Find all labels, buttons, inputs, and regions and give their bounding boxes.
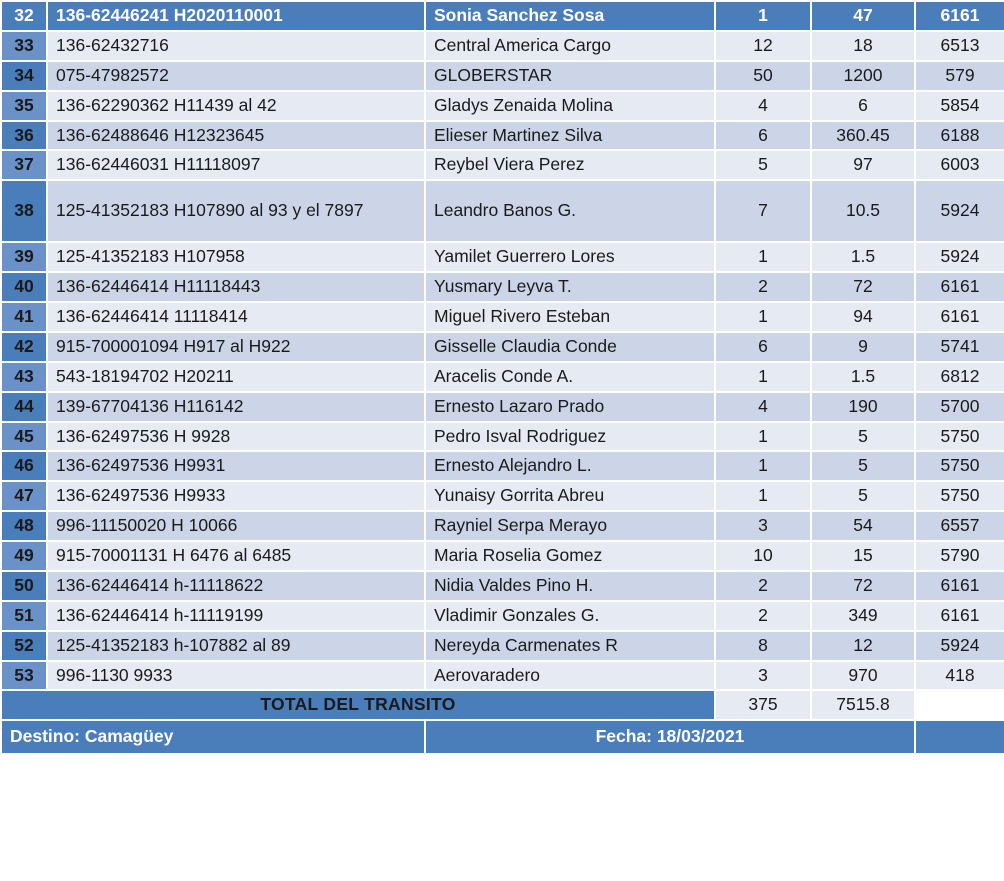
total-row (1, 690, 1004, 720)
document-cell[interactable]: 136-62497536 H 9928 (47, 422, 425, 452)
row-number-cell[interactable]: 41 (1, 302, 47, 332)
weight-cell[interactable]: 94 (811, 302, 915, 332)
document-cell[interactable]: 136-62446241 H2020110001 (47, 1, 425, 31)
code-cell[interactable]: 6188 (915, 121, 1004, 151)
row-number-cell[interactable]: 48 (1, 511, 47, 541)
weight-cell[interactable]: 54 (811, 511, 915, 541)
weight-cell[interactable]: 9 (811, 332, 915, 362)
table-row[interactable] (1, 631, 1004, 661)
table-row[interactable] (1, 601, 1004, 631)
document-cell[interactable]: 136-62446414 11118414 (47, 302, 425, 332)
table-row[interactable] (1, 422, 1004, 452)
weight-cell[interactable]: 18 (811, 31, 915, 61)
row-number-cell[interactable]: 36 (1, 121, 47, 151)
weight-cell[interactable]: 1.5 (811, 362, 915, 392)
document-cell[interactable]: 136-62432716 (47, 31, 425, 61)
row-number-cell[interactable]: 43 (1, 362, 47, 392)
table-row[interactable] (1, 661, 1004, 691)
quantity-cell[interactable]: 8 (715, 631, 811, 661)
row-number-cell[interactable]: 39 (1, 242, 47, 272)
row-number-cell[interactable]: 38 (1, 180, 47, 242)
total-label: TOTAL DEL TRANSITO (1, 690, 715, 720)
destination-label: Destino: Camagüey (1, 720, 425, 754)
name-cell[interactable]: Gladys Zenaida Molina (425, 91, 715, 121)
weight-cell[interactable]: 6 (811, 91, 915, 121)
weight-cell[interactable]: 360.45 (811, 121, 915, 151)
quantity-cell[interactable]: 1 (715, 302, 811, 332)
quantity-cell[interactable]: 1 (715, 242, 811, 272)
name-cell[interactable]: Sonia Sanchez Sosa (425, 1, 715, 31)
row-number-cell[interactable]: 40 (1, 272, 47, 302)
quantity-cell[interactable]: 50 (715, 61, 811, 91)
table-row[interactable] (1, 302, 1004, 332)
quantity-cell[interactable]: 3 (715, 661, 811, 691)
code-cell[interactable]: 5924 (915, 180, 1004, 242)
weight-cell[interactable]: 970 (811, 661, 915, 691)
footer-row (1, 720, 1004, 754)
table-row[interactable] (1, 61, 1004, 91)
row-number-cell[interactable]: 32 (1, 1, 47, 31)
document-cell[interactable]: 075-47982572 (47, 61, 425, 91)
total-quantity-cell: 375 (715, 690, 811, 720)
code-cell[interactable]: 6513 (915, 31, 1004, 61)
name-cell[interactable]: Rayniel Serpa Merayo (425, 511, 715, 541)
total-code-cell (915, 690, 1004, 720)
weight-cell[interactable]: 12 (811, 631, 915, 661)
row-number-cell[interactable]: 34 (1, 61, 47, 91)
quantity-cell[interactable]: 1 (715, 362, 811, 392)
quantity-cell[interactable]: 7 (715, 180, 811, 242)
weight-cell[interactable]: 72 (811, 272, 915, 302)
code-cell[interactable]: 5750 (915, 481, 1004, 511)
table-row[interactable] (1, 332, 1004, 362)
quantity-cell[interactable]: 1 (715, 451, 811, 481)
document-cell[interactable]: 125-41352183 H107958 (47, 242, 425, 272)
table-row[interactable] (1, 392, 1004, 422)
document-cell[interactable]: 139-67704136 H116142 (47, 392, 425, 422)
table-row[interactable] (1, 481, 1004, 511)
table-row[interactable] (1, 91, 1004, 121)
code-cell[interactable]: 5741 (915, 332, 1004, 362)
table-row[interactable] (1, 150, 1004, 180)
document-cell[interactable]: 136-62497536 H9931 (47, 451, 425, 481)
table-row[interactable] (1, 1, 1004, 31)
quantity-cell[interactable]: 1 (715, 1, 811, 31)
table-row[interactable] (1, 362, 1004, 392)
code-cell[interactable]: 5750 (915, 451, 1004, 481)
document-cell[interactable]: 136-62446031 H11118097 (47, 150, 425, 180)
quantity-cell[interactable]: 2 (715, 601, 811, 631)
code-cell[interactable]: 579 (915, 61, 1004, 91)
weight-cell[interactable]: 97 (811, 150, 915, 180)
code-cell[interactable]: 6161 (915, 1, 1004, 31)
document-cell[interactable]: 136-62488646 H12323645 (47, 121, 425, 151)
quantity-cell[interactable]: 6 (715, 332, 811, 362)
code-cell[interactable]: 6557 (915, 511, 1004, 541)
name-cell[interactable]: Central America Cargo (425, 31, 715, 61)
quantity-cell[interactable]: 10 (715, 541, 811, 571)
name-cell[interactable]: Yusmary Leyva T. (425, 272, 715, 302)
name-cell[interactable]: Pedro Isval Rodriguez (425, 422, 715, 452)
code-cell[interactable]: 5790 (915, 541, 1004, 571)
name-cell[interactable]: Yamilet Guerrero Lores (425, 242, 715, 272)
document-cell[interactable]: 136-62290362 H11439 al 42 (47, 91, 425, 121)
row-number-cell[interactable]: 51 (1, 601, 47, 631)
document-cell[interactable]: 996-11150020 H 10066 (47, 511, 425, 541)
name-cell[interactable]: Leandro Banos G. (425, 180, 715, 242)
code-cell[interactable]: 6161 (915, 601, 1004, 631)
document-cell[interactable]: 125-41352183 h-107882 al 89 (47, 631, 425, 661)
quantity-cell[interactable]: 1 (715, 422, 811, 452)
name-cell[interactable]: Nereyda Carmenates R (425, 631, 715, 661)
document-cell[interactable]: 543-18194702 H20211 (47, 362, 425, 392)
row-number-cell[interactable]: 42 (1, 332, 47, 362)
row-number-cell[interactable]: 49 (1, 541, 47, 571)
weight-cell[interactable]: 1200 (811, 61, 915, 91)
quantity-cell[interactable]: 5 (715, 150, 811, 180)
row-number-cell[interactable]: 52 (1, 631, 47, 661)
row-number-cell[interactable]: 33 (1, 31, 47, 61)
quantity-cell[interactable]: 2 (715, 272, 811, 302)
name-cell[interactable]: Aracelis Conde A. (425, 362, 715, 392)
weight-cell[interactable]: 349 (811, 601, 915, 631)
weight-cell[interactable]: 10.5 (811, 180, 915, 242)
code-cell[interactable]: 6003 (915, 150, 1004, 180)
table-row[interactable] (1, 272, 1004, 302)
code-cell[interactable]: 6161 (915, 571, 1004, 601)
quantity-cell[interactable]: 4 (715, 91, 811, 121)
name-cell[interactable]: Vladimir Gonzales G. (425, 601, 715, 631)
name-cell[interactable]: Ernesto Lazaro Prado (425, 392, 715, 422)
name-cell[interactable]: Gisselle Claudia Conde (425, 332, 715, 362)
document-cell[interactable]: 136-62446414 h-11119199 (47, 601, 425, 631)
code-cell[interactable]: 5750 (915, 422, 1004, 452)
table-row[interactable] (1, 571, 1004, 601)
weight-cell[interactable]: 15 (811, 541, 915, 571)
name-cell[interactable]: Yunaisy Gorrita Abreu (425, 481, 715, 511)
row-number-cell[interactable]: 53 (1, 661, 47, 691)
name-cell[interactable]: Ernesto Alejandro L. (425, 451, 715, 481)
table-row[interactable] (1, 121, 1004, 151)
weight-cell[interactable]: 5 (811, 451, 915, 481)
row-number-cell[interactable]: 37 (1, 150, 47, 180)
row-number-cell[interactable]: 46 (1, 451, 47, 481)
code-cell[interactable]: 5924 (915, 631, 1004, 661)
row-number-cell[interactable]: 50 (1, 571, 47, 601)
name-cell[interactable]: Aerovaradero (425, 661, 715, 691)
code-cell[interactable]: 6161 (915, 302, 1004, 332)
name-cell[interactable]: Nidia Valdes Pino H. (425, 571, 715, 601)
code-cell[interactable]: 5854 (915, 91, 1004, 121)
row-number-cell[interactable]: 35 (1, 91, 47, 121)
row-number-cell[interactable]: 47 (1, 481, 47, 511)
document-cell[interactable]: 136-62446414 h-11118622 (47, 571, 425, 601)
quantity-cell[interactable]: 1 (715, 481, 811, 511)
weight-cell[interactable]: 72 (811, 571, 915, 601)
footer-spacer (915, 720, 1004, 754)
weight-cell[interactable]: 5 (811, 422, 915, 452)
document-cell[interactable]: 136-62497536 H9933 (47, 481, 425, 511)
code-cell[interactable]: 418 (915, 661, 1004, 691)
document-cell[interactable]: 125-41352183 H107890 al 93 y el 7897 (47, 180, 425, 242)
code-cell[interactable]: 6161 (915, 272, 1004, 302)
table-row[interactable] (1, 511, 1004, 541)
table-row[interactable] (1, 180, 1004, 242)
row-number-cell[interactable]: 44 (1, 392, 47, 422)
document-cell[interactable]: 136-62446414 H11118443 (47, 272, 425, 302)
table-row[interactable] (1, 541, 1004, 571)
table-body (1, 1, 1004, 754)
name-cell[interactable]: Reybel Viera Perez (425, 150, 715, 180)
table-row[interactable] (1, 31, 1004, 61)
table-row[interactable] (1, 451, 1004, 481)
quantity-cell[interactable]: 2 (715, 571, 811, 601)
quantity-cell[interactable]: 6 (715, 121, 811, 151)
quantity-cell[interactable]: 3 (715, 511, 811, 541)
code-cell[interactable]: 6812 (915, 362, 1004, 392)
code-cell[interactable]: 5924 (915, 242, 1004, 272)
weight-cell[interactable]: 190 (811, 392, 915, 422)
quantity-cell[interactable]: 4 (715, 392, 811, 422)
name-cell[interactable]: Maria Roselia Gomez (425, 541, 715, 571)
weight-cell[interactable]: 5 (811, 481, 915, 511)
weight-cell[interactable]: 1.5 (811, 242, 915, 272)
name-cell[interactable]: GLOBERSTAR (425, 61, 715, 91)
row-number-cell[interactable]: 45 (1, 422, 47, 452)
name-cell[interactable]: Elieser Martinez Silva (425, 121, 715, 151)
weight-cell[interactable]: 47 (811, 1, 915, 31)
quantity-cell[interactable]: 12 (715, 31, 811, 61)
total-weight-cell: 7515.8 (811, 690, 915, 720)
document-cell[interactable]: 996-1130 9933 (47, 661, 425, 691)
name-cell[interactable]: Miguel Rivero Esteban (425, 302, 715, 332)
date-label: Fecha: 18/03/2021 (425, 720, 915, 754)
document-cell[interactable]: 915-70001131 H 6476 al 6485 (47, 541, 425, 571)
code-cell[interactable]: 5700 (915, 392, 1004, 422)
table-row[interactable] (1, 242, 1004, 272)
document-cell[interactable]: 915-700001094 H917 al H922 (47, 332, 425, 362)
